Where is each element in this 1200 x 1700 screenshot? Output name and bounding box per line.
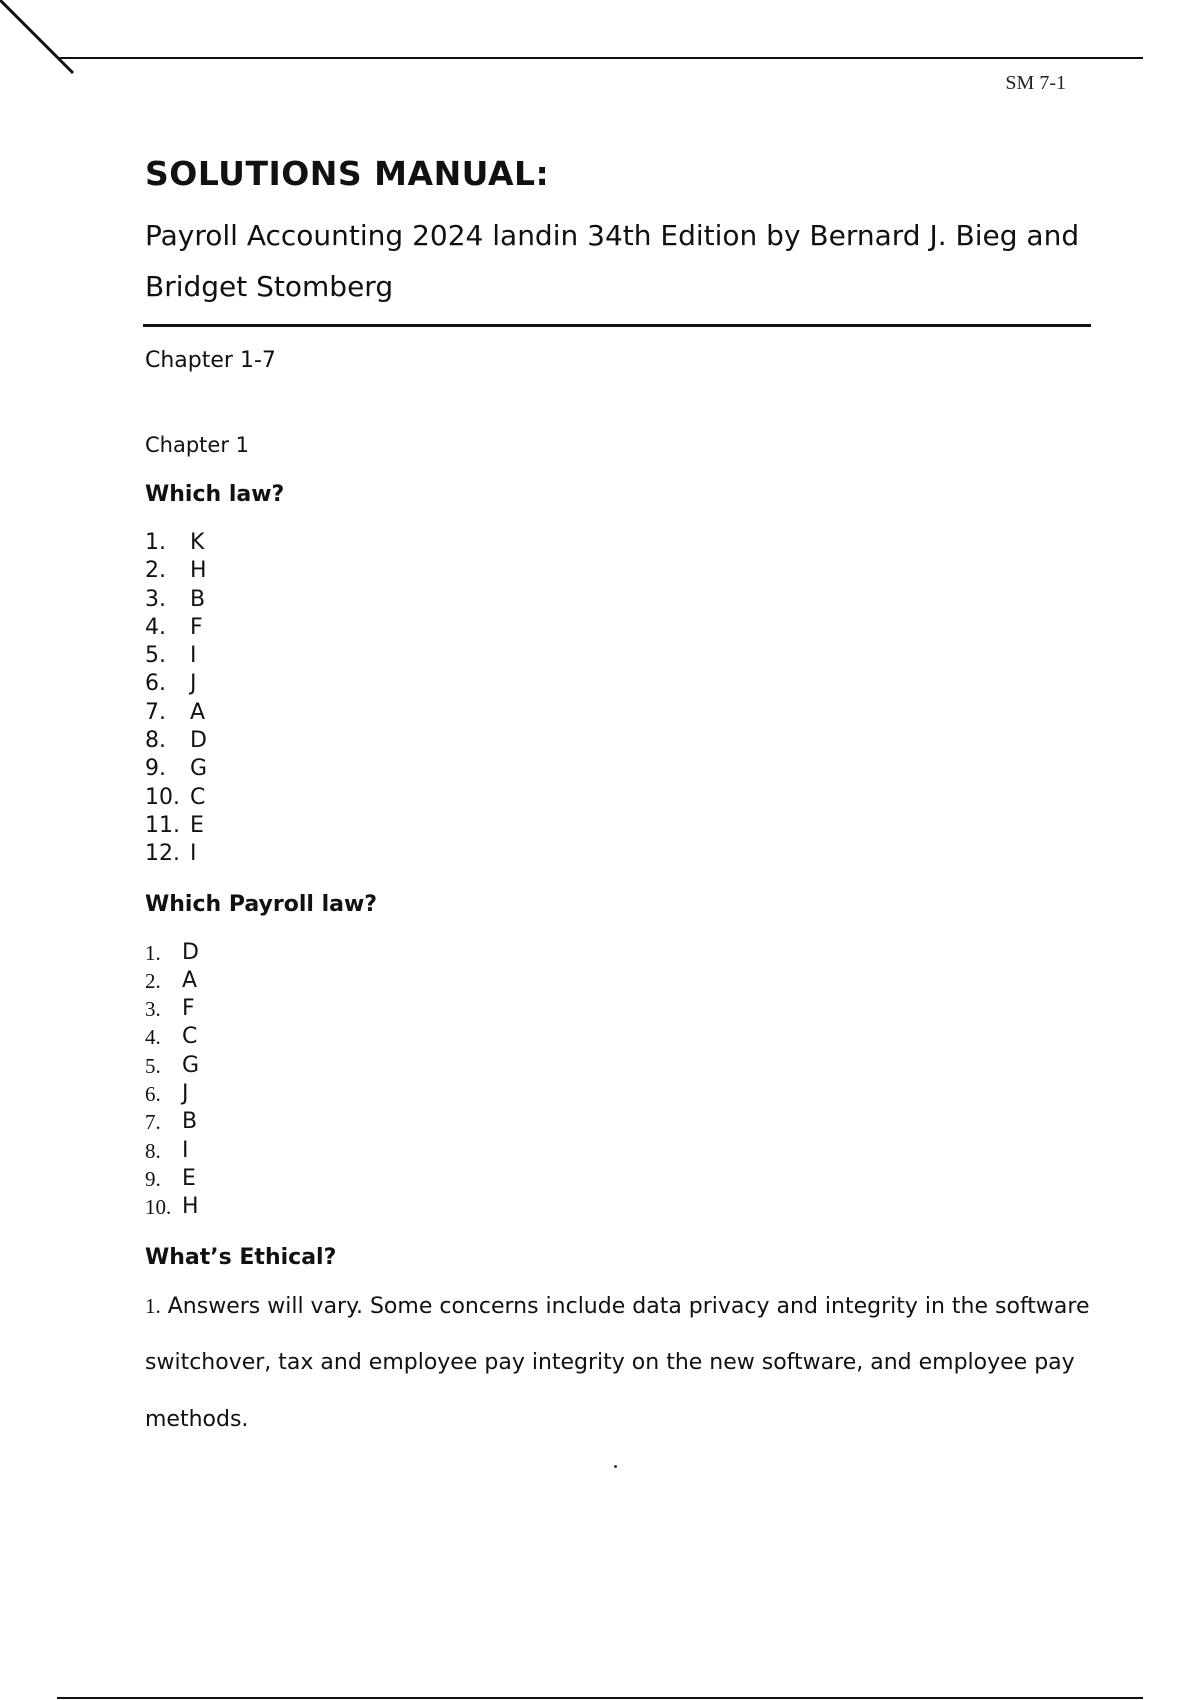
chapter-label: Chapter 1 <box>145 433 249 457</box>
answer-number: 4. <box>145 1025 161 1050</box>
answer-number: 10. <box>145 784 180 810</box>
document-title: SOLUTIONS MANUAL: <box>145 154 550 193</box>
answer-number: 4. <box>145 614 166 640</box>
answer-letter: K <box>190 530 205 555</box>
answer-item <box>145 755 1090 783</box>
answer-number: 11. <box>145 812 180 838</box>
answer-number: 9. <box>145 1166 161 1191</box>
answer-letter: C <box>190 784 206 810</box>
answer-number: 1. <box>145 940 161 965</box>
answer-letter: J <box>190 671 197 697</box>
answer-item <box>145 1165 1090 1193</box>
header-rule <box>57 57 1143 59</box>
answer-letter: G <box>182 1052 200 1078</box>
footer-rule <box>57 1697 1143 1699</box>
answer-number: 6. <box>145 671 166 697</box>
answer-number: 5. <box>145 643 166 669</box>
section-heading-which-payroll-law: Which Payroll law? <box>145 891 378 917</box>
chapter-range: Chapter 1-7 <box>145 348 276 373</box>
answer-item <box>145 727 1090 755</box>
answer-item <box>145 967 1090 995</box>
answer-number: 10. <box>145 1195 172 1220</box>
answer-letter: F <box>182 996 195 1022</box>
answer-letter: G <box>190 756 208 782</box>
answer-number: 3. <box>145 586 166 612</box>
answer-number: 3. <box>145 997 161 1022</box>
answer-letter: E <box>190 812 204 838</box>
answer-item <box>145 642 1090 670</box>
answer-number: 9. <box>145 756 166 782</box>
answer-letter: D <box>190 728 207 754</box>
answer-letter: I <box>190 643 197 669</box>
answer-item <box>145 1080 1090 1108</box>
answer-list-which-law <box>145 529 1090 869</box>
document-body <box>145 150 1090 1448</box>
answer-letter: H <box>190 558 207 584</box>
answer-letter: B <box>190 586 206 612</box>
answer-letter: B <box>182 1109 198 1135</box>
ethics-answer-text: Answers will vary. Some concerns include data privacy and integrity in the software switchover, tax and employee pay integrity on the new software, and employee pay methods. <box>145 1293 1090 1432</box>
answer-letter: A <box>190 699 206 725</box>
answer-number: 6. <box>145 1082 161 1107</box>
answer-letter: D <box>182 939 199 965</box>
answer-item <box>145 1137 1090 1165</box>
answer-item <box>145 1108 1090 1136</box>
answer-letter: J <box>182 1081 189 1107</box>
answer-item <box>145 670 1090 698</box>
answer-letter: I <box>190 841 197 867</box>
answer-number: 2. <box>145 968 161 993</box>
answer-number: 8. <box>145 1138 161 1163</box>
answer-number: 8. <box>145 728 166 754</box>
answer-item <box>145 557 1090 585</box>
answer-number: 12. <box>145 841 180 867</box>
ethics-answer <box>145 1278 1090 1449</box>
answer-item <box>145 1193 1090 1221</box>
section-heading-which-law: Which law? <box>145 482 285 507</box>
answer-item <box>145 995 1090 1023</box>
answer-number: 7. <box>145 699 166 725</box>
answer-number: 2. <box>145 558 166 584</box>
answer-letter: A <box>182 967 198 993</box>
answer-letter: E <box>182 1165 196 1191</box>
section-heading-whats-ethical: What’s Ethical? <box>145 1244 337 1270</box>
corner-decoration <box>0 0 80 80</box>
answer-item <box>145 939 1090 967</box>
answer-number: 5. <box>145 1053 161 1078</box>
answer-letter: F <box>190 614 203 640</box>
answer-letter: C <box>182 1024 198 1050</box>
page-identifier: SM 7-1 <box>1005 72 1066 94</box>
answer-item <box>145 699 1090 727</box>
document-subtitle: Payroll Accounting 2024 landin 34th Edition by Bernard J. Bieg and Bridget Stomberg <box>145 219 1080 303</box>
answer-list-which-payroll-law <box>145 939 1090 1222</box>
stray-mark <box>614 1465 617 1468</box>
answer-letter: H <box>182 1194 199 1220</box>
ethics-answer-number: 1. <box>145 1293 161 1318</box>
answer-item <box>145 1052 1090 1080</box>
answer-item <box>145 1023 1090 1051</box>
answer-number: 7. <box>145 1110 161 1135</box>
answer-item <box>145 586 1090 614</box>
answer-item <box>145 812 1090 840</box>
answer-item <box>145 614 1090 642</box>
answer-item <box>145 529 1090 557</box>
answer-number: 1. <box>145 530 166 555</box>
title-divider <box>143 324 1091 327</box>
answer-item <box>145 840 1090 868</box>
answer-letter: I <box>182 1137 189 1163</box>
answer-item <box>145 784 1090 812</box>
